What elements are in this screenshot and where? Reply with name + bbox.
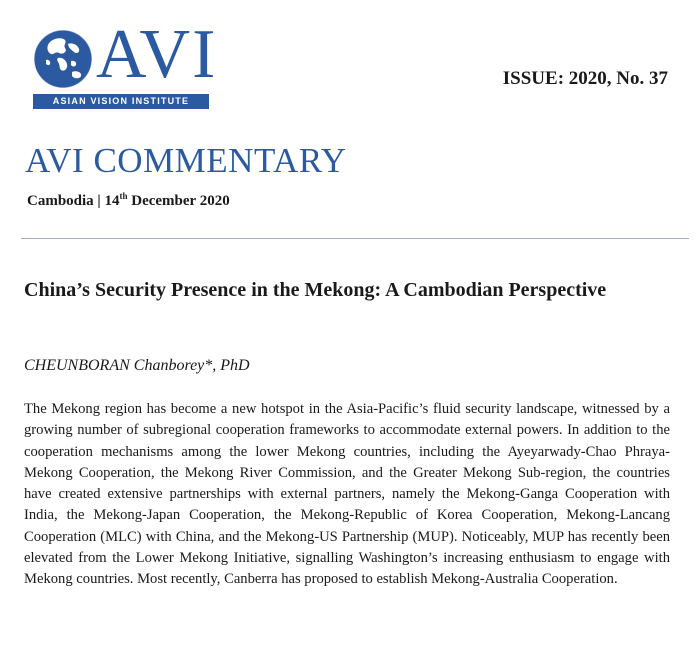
article-title: China’s Security Presence in the Mekong: A Cambodian Perspective xyxy=(24,279,607,301)
dateline-day-suffix: th xyxy=(119,191,128,201)
logo-tagline: ASIAN VISION INSTITUTE xyxy=(33,94,209,109)
article-author: CHEUNBORAN Chanborey*, PhD xyxy=(24,357,250,374)
issue-number: ISSUE: 2020, No. 37 xyxy=(502,68,668,89)
avi-logo xyxy=(32,16,222,116)
dateline xyxy=(27,193,230,210)
header-divider xyxy=(21,238,689,239)
dateline-month-year: December 2020 xyxy=(127,193,230,209)
series-title: AVI COMMENTARY xyxy=(25,141,347,180)
logo-wordmark: AVI xyxy=(96,16,218,93)
dateline-place: Cambodia | 14 xyxy=(27,193,120,209)
globe-icon xyxy=(32,28,94,90)
article-paragraph: The Mekong region has become a new hotspot in the Asia-Pacific’s fluid security landscape, witnessed by a growing number of subregional cooperation frameworks to accommodate external powers. In addition to the cooperation mechanisms among the lower Mekong countries, including the Ayeyarwady-Chao Phraya-Mekong Cooperation, the Mekong River Commission, and the Greater Mekong Sub-region, the countries have created extensive partnerships with external partners, namely the Mekong-Ganga Cooperation with India, the Mekong-Japan Cooperation, the Mekong-Republic of Korea Cooperation, Mekong-Lancang Cooperation (MLC) with China, and the Mekong-US Partnership (MUP). Noticeably, MUP has recently been elevated from the Lower Mekong Initiative, signalling Washington’s increasing enthusiasm to engage with Mekong countries. Most recently, Canberra has proposed to establish Mekong-Australia Cooperation. xyxy=(24,401,670,588)
